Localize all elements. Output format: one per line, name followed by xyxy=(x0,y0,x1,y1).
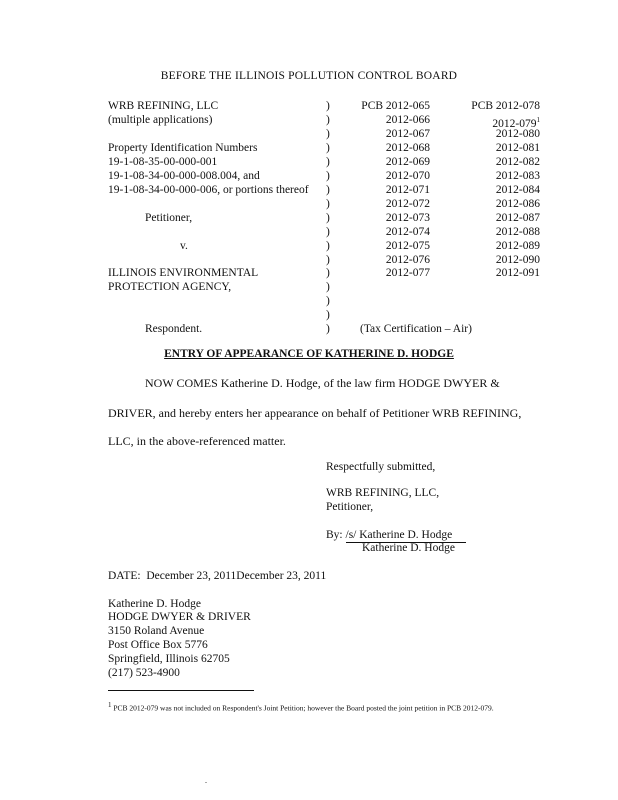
date-line xyxy=(108,569,326,583)
caption-paren: ) xyxy=(326,114,330,126)
respondent-label: Respondent. xyxy=(145,323,203,335)
page-mark: . xyxy=(205,776,207,785)
caption-paren: ) xyxy=(326,254,330,266)
address-city: Springfield, Illinois 62705 xyxy=(108,653,230,665)
caption-paren: ) xyxy=(326,100,330,112)
footnote-marker: 1 xyxy=(536,116,540,124)
case-number: PCB 2012-065 xyxy=(361,100,430,112)
by-label: By: xyxy=(326,529,343,541)
case-number: PCB 2012-078 xyxy=(471,100,540,112)
party-name: WRB REFINING, LLC xyxy=(108,100,219,112)
case-number: 2012-091 xyxy=(495,267,540,279)
caption-paren: ) xyxy=(326,267,330,279)
property-label: Property Identification Numbers xyxy=(108,142,258,154)
caption-paren: ) xyxy=(326,240,330,252)
case-number: 2012-071 xyxy=(385,184,430,196)
agency-line-2: PROTECTION AGENCY, xyxy=(108,281,232,293)
caption-paren: ) xyxy=(326,142,330,154)
case-number: 2012-077 xyxy=(385,267,430,279)
footnote-text: PCB 2012-079 was not included on Respondent's Joint Petition; however the Board posted the joint petition in PCB 2012-079. xyxy=(113,703,494,713)
caption-paren: ) xyxy=(326,156,330,168)
caption-paren: ) xyxy=(326,226,330,238)
case-number: 2012-081 xyxy=(495,142,540,154)
case-number: 2012-089 xyxy=(495,240,540,252)
pin-3: 19-1-08-34-00-000-006, or portions thereof xyxy=(108,184,309,196)
caption-paren: ) xyxy=(326,184,330,196)
body-line-3: LLC, in the above-referenced matter. xyxy=(108,434,286,448)
case-number: 2012-090 xyxy=(495,254,540,266)
address-phone: (217) 523-4900 xyxy=(108,667,180,679)
petitioner-label: Petitioner, xyxy=(145,212,193,224)
body-line-2: DRIVER, and hereby enters her appearance on behalf of Petitioner WRB REFINING, xyxy=(108,406,522,420)
address-street: 3150 Roland Avenue xyxy=(108,625,205,637)
date-label: DATE: xyxy=(108,570,141,582)
signature-role: Petitioner, xyxy=(326,501,374,513)
closing: Respectfully submitted, xyxy=(326,461,436,473)
entry-heading: ENTRY OF APPEARANCE OF KATHERINE D. HODGE xyxy=(164,348,454,360)
case-number: 2012-088 xyxy=(495,226,540,238)
case-number: 2012-074 xyxy=(385,226,430,238)
caption-paren: ) xyxy=(326,198,330,210)
party-note: (multiple applications) xyxy=(108,114,213,126)
footnote-marker: 1 xyxy=(108,701,112,709)
body-line-1: NOW COMES Katherine D. Hodge, of the law firm HODGE DWYER & xyxy=(145,376,500,390)
case-number: 2012-075 xyxy=(385,240,430,252)
case-number: 2012-070 xyxy=(385,170,430,182)
versus: v. xyxy=(180,240,188,252)
address-box: Post Office Box 5776 xyxy=(108,639,208,651)
footnote xyxy=(108,700,528,714)
case-number: 2012-080 xyxy=(495,128,540,140)
signature-party: WRB REFINING, LLC, xyxy=(326,487,440,499)
address-firm: HODGE DWYER & DRIVER xyxy=(108,611,251,623)
caption-paren: ) xyxy=(326,309,330,321)
case-number: 2012-082 xyxy=(495,156,540,168)
case-number: 2012-067 xyxy=(385,128,430,140)
address-name: Katherine D. Hodge xyxy=(108,598,201,610)
case-number: 2012-076 xyxy=(385,254,430,266)
caption-paren: ) xyxy=(326,128,330,140)
court-title: BEFORE THE ILLINOIS POLLUTION CONTROL BOARD xyxy=(160,70,458,82)
case-number: 2012-087 xyxy=(495,212,540,224)
footnote-rule xyxy=(108,690,254,691)
pin-2: 19-1-08-34-00-000-008.004, and xyxy=(108,170,260,182)
case-number: 2012-084 xyxy=(495,184,540,196)
case-number: 2012-069 xyxy=(385,156,430,168)
case-number: 2012-066 xyxy=(385,114,430,126)
case-number: 2012-083 xyxy=(495,170,540,182)
case-number: 2012-073 xyxy=(385,212,430,224)
printed-name: Katherine D. Hodge xyxy=(362,542,455,554)
case-number: 2012-079 xyxy=(492,117,537,130)
caption-paren: ) xyxy=(326,295,330,307)
agency-line-1: ILLINOIS ENVIRONMENTAL xyxy=(108,267,259,279)
tax-certification: (Tax Certification – Air) xyxy=(360,323,472,335)
case-number: 2012-086 xyxy=(495,198,540,210)
pin-1: 19-1-08-35-00-000-001 xyxy=(108,156,218,168)
electronic-signature: /s/ Katherine D. Hodge xyxy=(346,528,466,543)
case-number: 2012-072 xyxy=(385,198,430,210)
caption-paren: ) xyxy=(326,281,330,293)
date-value: December 23, 2011December 23, 2011 xyxy=(146,570,327,582)
case-number: 2012-068 xyxy=(385,142,430,154)
caption-paren: ) xyxy=(326,170,330,182)
caption-paren: ) xyxy=(326,212,330,224)
caption-paren: ) xyxy=(326,323,330,335)
